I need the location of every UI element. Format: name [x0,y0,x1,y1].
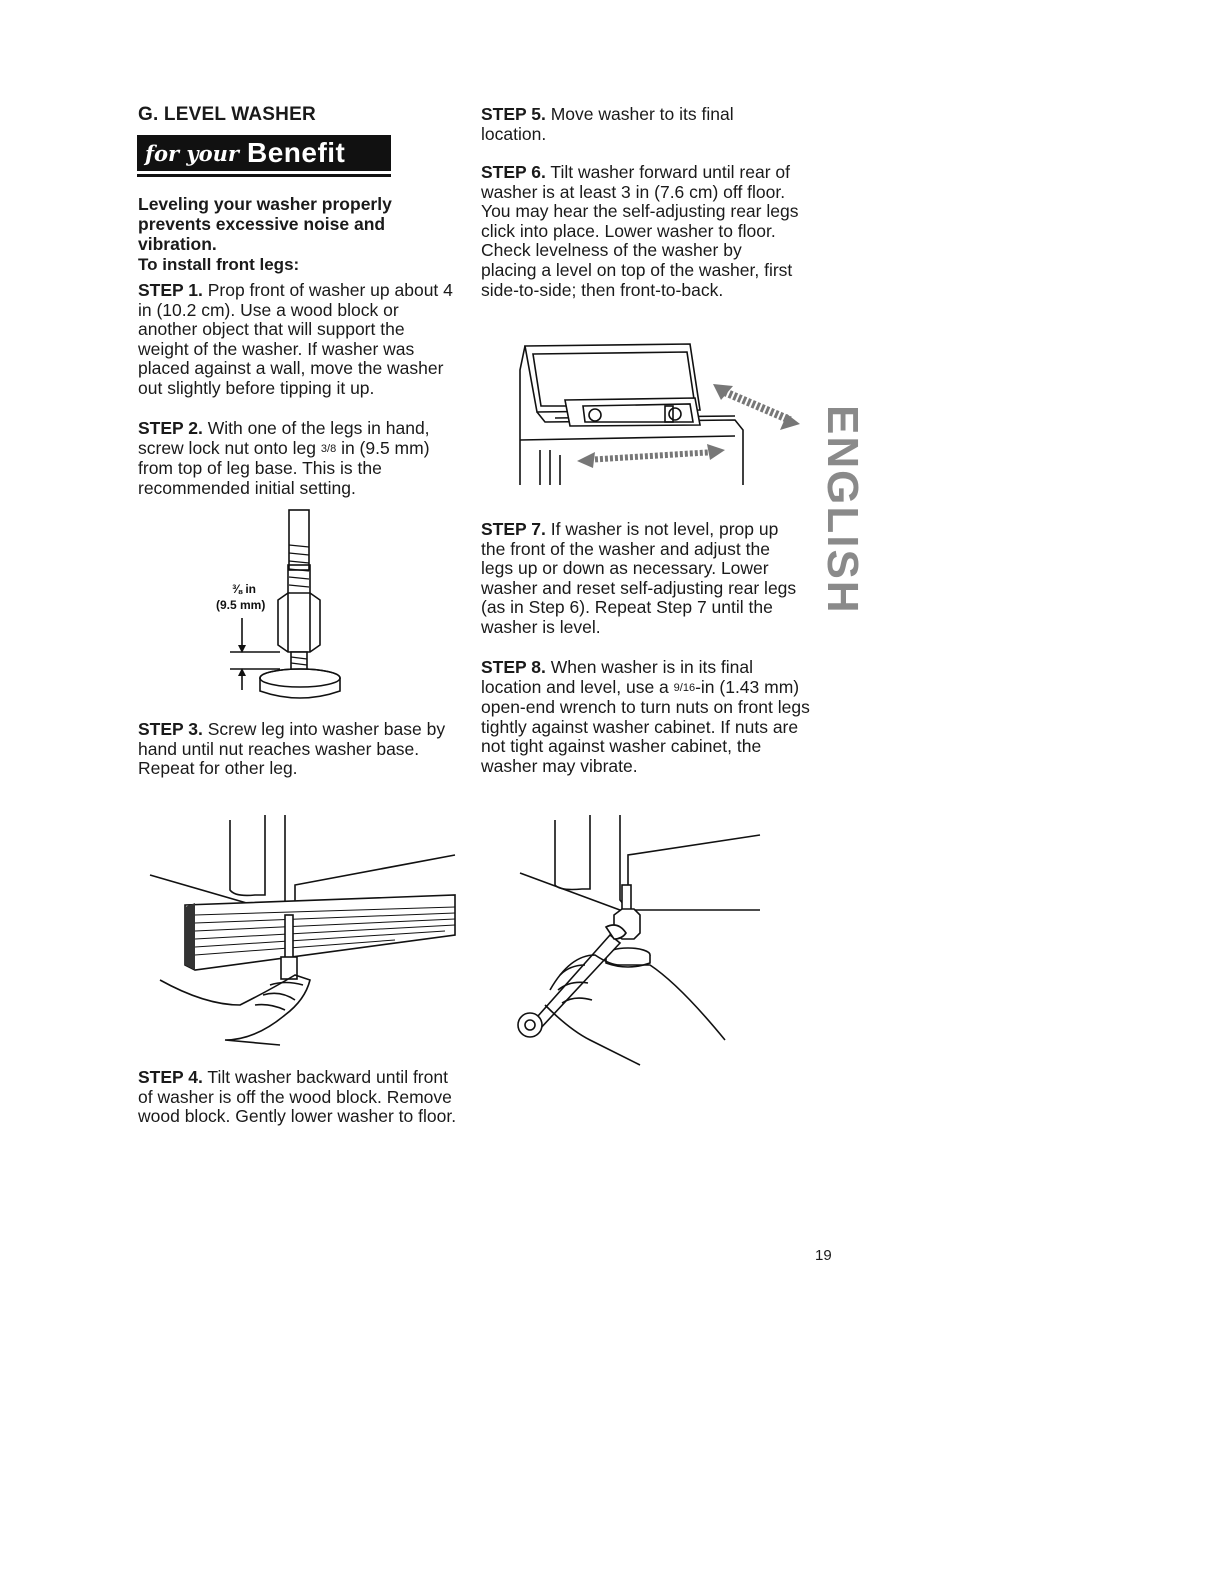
leg-dim-fraction: ⅜ in [232,582,257,596]
front-legs-heading: To install front legs: [138,255,300,274]
step-text: Move washer to its final location. [481,104,734,144]
step-2 [138,419,456,498]
step-label: STEP 7. [481,519,546,539]
step-text: Tilt washer backward until front of washer is off the wood block. Remove wood block. Gently lower washer to floor. [138,1067,457,1127]
step-label: STEP 3. [138,719,203,739]
step-fraction: 9/16 [673,681,696,694]
washer-level-illustration [515,340,815,490]
step-fraction: 3/8 [320,442,337,455]
step-label: STEP 8. [481,657,546,677]
step-5 [481,105,781,144]
wrench-illustration [510,815,770,1075]
step-text: When washer is in its final location and level, use a [481,657,754,697]
step-text: in (9.5 mm) from top of leg base. This is the recommended initial setting. [138,437,430,498]
step-text: If washer is not level, prop up the front of the washer and adjust the legs up or down as necessary. Lower washer and reset self-adjusting rear legs (as in Step 6). Repeat Step 7 until the washer is level. [481,519,797,637]
step-1 [138,281,456,399]
step-label: STEP 6. [481,162,546,182]
step-text: Screw leg into washer base by hand until nut reaches washer base. Repeat for other leg. [138,719,446,779]
step-text: Prop front of washer up about 4 in (10.2 cm). Use a wood block or another object that will support the weight of the washer. If washer was placed against a wall, move the washer out slightly before tipping it up. [138,280,453,398]
step-label: STEP 4. [138,1067,203,1087]
leg-dim-metric: (9.5 mm) [216,598,266,612]
step-label: STEP 5. [481,104,546,124]
step-label: STEP 1. [138,280,203,300]
step-text: -in (1.43 mm) open-end wrench to turn nuts on front legs tightly against washer cabinet. If nuts are not tight against washer cabinet, the washer may vibrate. [481,676,810,776]
benefit-badge-word: Benefit [246,137,346,168]
leveling-leg-illustration [200,505,360,705]
benefit-badge [137,135,391,177]
step-3 [138,720,463,779]
lead-text: Leveling your washer properly prevents excessive noise and vibration. [138,194,392,254]
step-4 [138,1068,458,1127]
step-text: Tilt washer forward until rear of washer is at least 3 in (7.6 cm) off floor. You may hear the self-adjusting rear legs click into place. Lower washer to floor. Check levelness of the washer by placing a level on top of the washer, first side-to-side; then front-to-back. [481,162,799,300]
section-title: G. LEVEL WASHER [138,104,316,125]
page-number: 19 [815,1247,832,1264]
step-7 [481,520,801,638]
step-label: STEP 2. [138,418,203,438]
step-8 [481,658,811,777]
benefit-badge-prefix: for your [145,140,239,166]
language-side-tab: ENGLISH [818,405,867,615]
step-6 [481,163,801,300]
step-text: With one of the legs in hand, screw lock nut onto leg [138,418,430,458]
wood-block-illustration [145,815,465,1055]
